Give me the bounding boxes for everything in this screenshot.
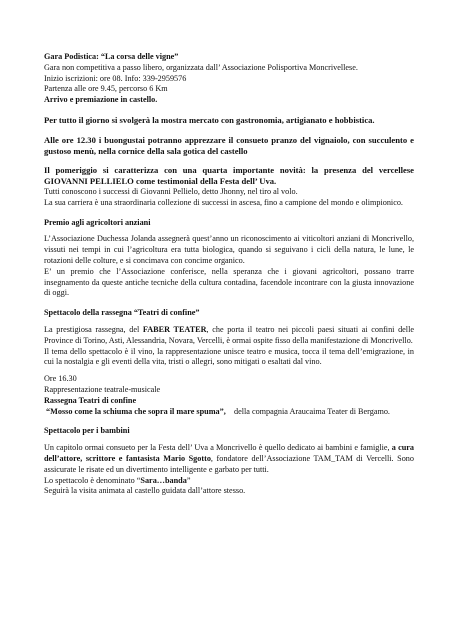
bambini-line: Seguirà la visita animata al castello guidata dall’attore stesso.: [44, 486, 246, 496]
bambini-paragraph: Un capitolo ormai consueto per la Festa dell’ Uva a Moncrivello è quello dedicato ai bambini e famiglie, a cura dell’attore, scrittore e fantasista Mario Sgotto, fondatore dell’Associazione TAM_TAM di Vercelli. Sono assicurate le risate ed un divertimento intelligente e garbato per tutti.: [44, 443, 415, 474]
show-title: “Mosso come la schiuma che sopra il mare spuma”,: [44, 406, 226, 416]
gara-line: Gara non competitiva a passo libero, organizzata dall’ Associazione Polisportiva Moncrivellese.: [44, 62, 358, 72]
gara-line: Partenza alle ore 9.45, percorso 6 Km: [44, 84, 168, 94]
pomeriggio-line: La sua carriera è una straordinaria collezione di successi in ascesa, fino a campione del mondo e olimpionico.: [44, 197, 403, 207]
teatri-show: “Mosso come la schiuma che sopra il mare spuma”, della compagnia Araucaima Teater di Bergamo.: [44, 406, 390, 416]
show-name: Sara…banda: [140, 475, 187, 485]
mario-sgotto-credit: a cura dell’attore, scrittore e fantasista Mario Sgotto: [44, 443, 415, 463]
pranzo-paragraph: Alle ore 12.30 i buongustai potranno apprezzare il consueto pranzo del vignaiolo, con succulento e gustoso menù, nella cornice della sala gotica del castello: [44, 134, 414, 156]
teatri-paragraph: Il tema dello spettacolo è il vino, la rappresentazione unisce teatro e musica, tocca il tema dell’emigrazione, in cui la nostalgia e gli eventi della vita, tristi o allegri, sono mitigati o esaltati dal vino.: [44, 346, 414, 367]
teatri-paragraph: La prestigiosa rassegna, del FABER TEATER, che porta il teatro nei piccoli paesi situati ai confini delle Province di Torino, Asti, Alessandria, Novara, Vercelli, è ormai ospite fisso della manifestazione di Moncrivello.: [44, 324, 414, 345]
gara-award: Arrivo e premiazione in castello.: [44, 95, 158, 105]
bambini-line: Lo spettacolo è denominato “Sara…banda”: [44, 475, 191, 485]
mostra-paragraph: Per tutto il giorno si svolgerà la mostra mercato con gastronomia, artigianato e hobbistica.: [44, 114, 375, 125]
premio-paragraph: E’ un premio che l’Associazione conferisce, nella speranza che i giovani agricoltori, possano trarre insegnamento da queste antiche tecniche della cultura contadina, facendole incontrare con la giusta innovazione di oggi.: [44, 266, 414, 298]
teatri-type: Rappresentazione teatrale-musicale: [44, 384, 161, 394]
faber-teater-name: FABER TEATER: [142, 324, 207, 334]
pomeriggio-heading: Il pomeriggio si caratterizza con una quarta importante novità: la presenza del vercellese GIOVANNI PELLIELO come testimonial della Festa dell’ Uva.: [44, 165, 414, 187]
gara-line: Inizio iscrizioni: ore 08. Info: 339-2959576: [44, 73, 187, 83]
teatri-rassegna: Rassegna Teatri di confine: [44, 395, 137, 405]
premio-paragraph: L’Associazione Duchessa Jolanda assegnerà quest’anno un riconoscimento ai viticoltori anziani di Moncrivello, vissuti nei tempi in cui l’agricoltura era tutta biologica, quando si seguivano i cicli della natura, le lune, le rotazioni delle colture, e si concimava con concime organico.: [44, 234, 414, 265]
teatri-time: Ore 16.30: [44, 374, 77, 384]
gara-title: Gara Podistica: “La corsa delle vigne”: [44, 52, 179, 61]
pomeriggio-line: Tutti conoscono i successi di Giovanni Pellielo, detto Jhonny, nel tiro al volo.: [44, 186, 298, 196]
bambini-heading: Spettacolo per i bambini: [44, 426, 130, 436]
premio-heading: Premio agli agricoltori anziani: [44, 217, 151, 227]
teatri-heading: Spettacolo della rassegna “Teatri di confine”: [44, 308, 200, 318]
document-body: [44, 52, 414, 497]
